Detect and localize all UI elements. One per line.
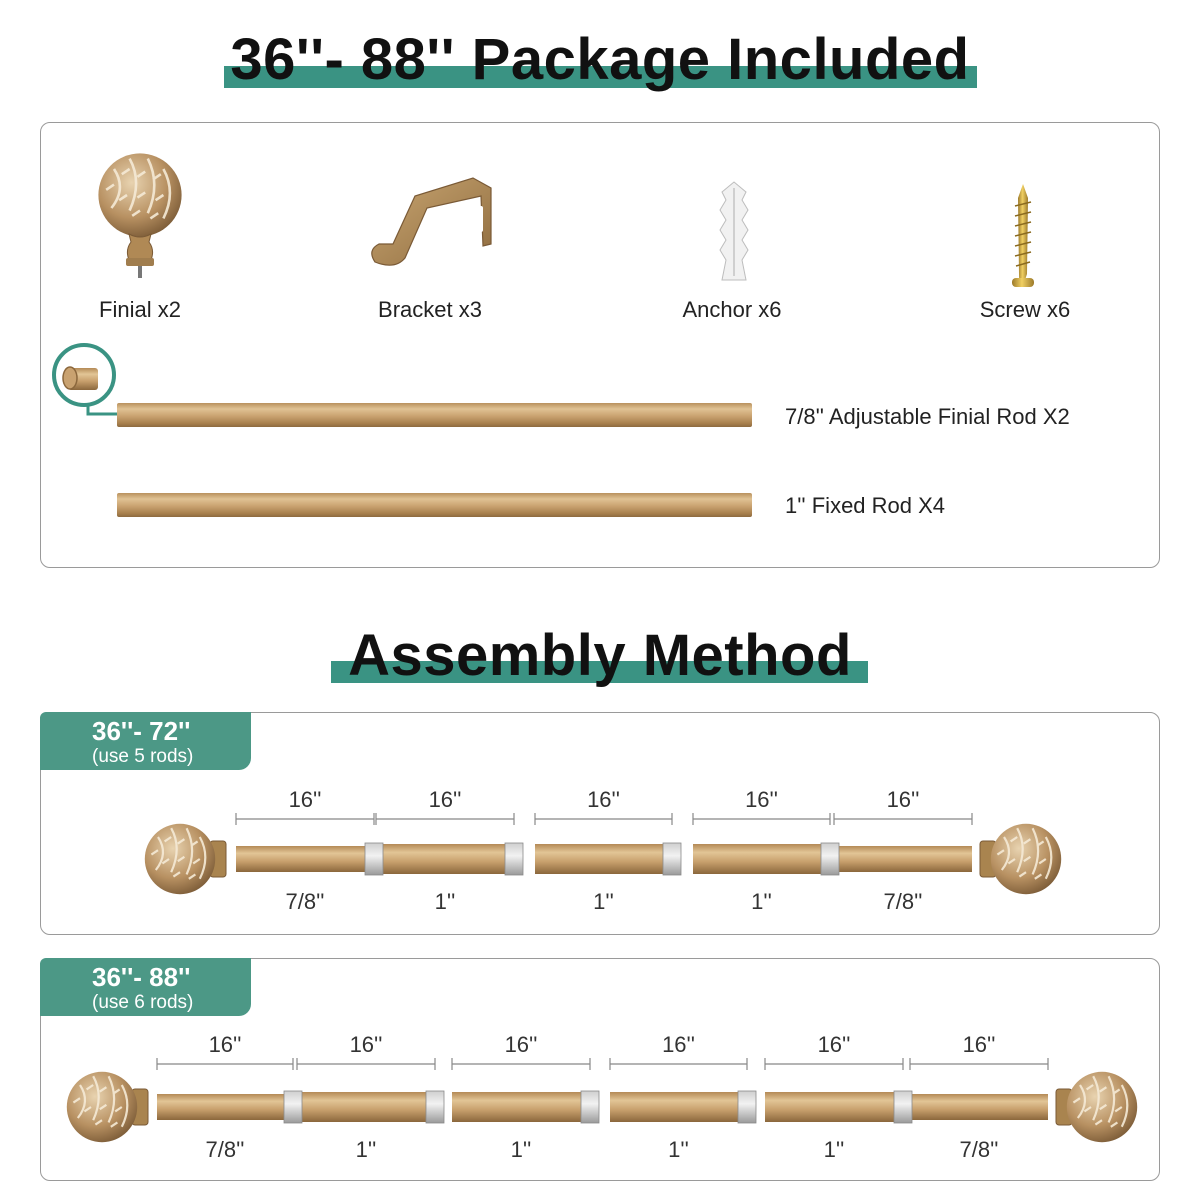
length-dimension <box>765 1032 903 1070</box>
length-label: 16'' <box>288 787 322 812</box>
rod-segment <box>765 1092 903 1122</box>
length-label: 16'' <box>587 787 620 812</box>
anchor-label: Anchor x6 <box>682 297 782 322</box>
package-title: 36''- 88'' Package Included <box>230 27 970 92</box>
rod-segment <box>376 844 514 874</box>
length-dimension <box>297 1032 435 1070</box>
diameter-label: 1'' <box>751 889 772 914</box>
bracket-label: Bracket x3 <box>378 297 482 322</box>
assembly-title: Assembly Method <box>348 623 852 688</box>
length-label: 16'' <box>745 787 778 812</box>
length-dimension <box>535 787 672 825</box>
rod-connector <box>821 843 839 875</box>
finial-icon <box>67 1072 148 1142</box>
rod-segment <box>834 846 972 872</box>
anchor-icon <box>712 180 757 285</box>
rod-connector <box>365 843 383 875</box>
fixed-rod-image <box>117 493 752 517</box>
finial-icon <box>980 824 1061 894</box>
diameter-label: 7/8'' <box>205 1137 245 1162</box>
finial-icon <box>145 824 226 894</box>
screw-label: Screw x6 <box>979 297 1071 322</box>
rod-diagram-6 <box>40 1020 1158 1170</box>
diameter-label: 7/8'' <box>959 1137 999 1162</box>
rod-segment <box>297 1092 435 1122</box>
rod-segment <box>236 846 374 872</box>
diameter-label: 1'' <box>593 889 614 914</box>
length-dimension <box>834 787 972 825</box>
length-dimension <box>910 1032 1048 1070</box>
length-label: 16'' <box>349 1032 383 1057</box>
length-dimension <box>236 787 374 825</box>
rod-diagram-5 <box>40 775 1158 925</box>
fixed-rod-label: 1'' Fixed Rod X4 <box>785 493 946 518</box>
rod-connector <box>426 1091 444 1123</box>
config-tab-5-rods <box>40 712 251 770</box>
rod-connector <box>663 843 681 875</box>
diameter-label: 7/8'' <box>883 889 923 914</box>
length-label: 16'' <box>817 1032 851 1057</box>
rod-end-callout <box>48 340 128 425</box>
length-dimension <box>693 787 830 825</box>
diameter-label: 1'' <box>510 1137 532 1162</box>
finial-label: Finial x2 <box>99 297 181 322</box>
rod-connector <box>738 1091 756 1123</box>
adjustable-rod-label: 7/8'' Adjustable Finial Rod X2 <box>785 404 1070 429</box>
config-note: (use 5 rods) <box>92 746 194 767</box>
length-label: 16'' <box>428 787 462 812</box>
length-label: 16'' <box>662 1032 695 1057</box>
length-label: 16'' <box>886 787 920 812</box>
length-dimension <box>610 1032 747 1070</box>
finial-icon <box>95 150 195 280</box>
length-label: 16'' <box>962 1032 996 1057</box>
bracket-icon <box>365 172 500 272</box>
diameter-label: 1'' <box>434 889 456 914</box>
rod-connector <box>894 1091 912 1123</box>
rod-segment <box>535 844 672 874</box>
rod-connector <box>505 843 523 875</box>
length-label: 16'' <box>208 1032 242 1057</box>
rod-connector <box>581 1091 599 1123</box>
rod-segment <box>157 1094 293 1120</box>
config-note: (use 6 rods) <box>92 992 194 1013</box>
length-dimension <box>452 1032 590 1070</box>
diameter-label: 7/8'' <box>285 889 325 914</box>
rod-connector <box>284 1091 302 1123</box>
finial-icon <box>1056 1072 1137 1142</box>
diameter-label: 1'' <box>668 1137 689 1162</box>
config-tab-6-rods <box>40 958 251 1016</box>
rod-segment <box>610 1092 747 1122</box>
adjustable-rod-image <box>117 403 752 427</box>
length-label: 16'' <box>504 1032 538 1057</box>
diameter-label: 1'' <box>355 1137 377 1162</box>
diameter-label: 1'' <box>823 1137 845 1162</box>
rod-segment <box>693 844 830 874</box>
screw-icon <box>1008 182 1038 290</box>
config-range: 36''- 88'' <box>92 962 191 992</box>
length-dimension <box>157 1032 293 1070</box>
config-range: 36''- 72'' <box>92 716 191 746</box>
length-dimension <box>376 787 514 825</box>
rod-segment <box>452 1092 590 1122</box>
rod-segment <box>910 1094 1048 1120</box>
